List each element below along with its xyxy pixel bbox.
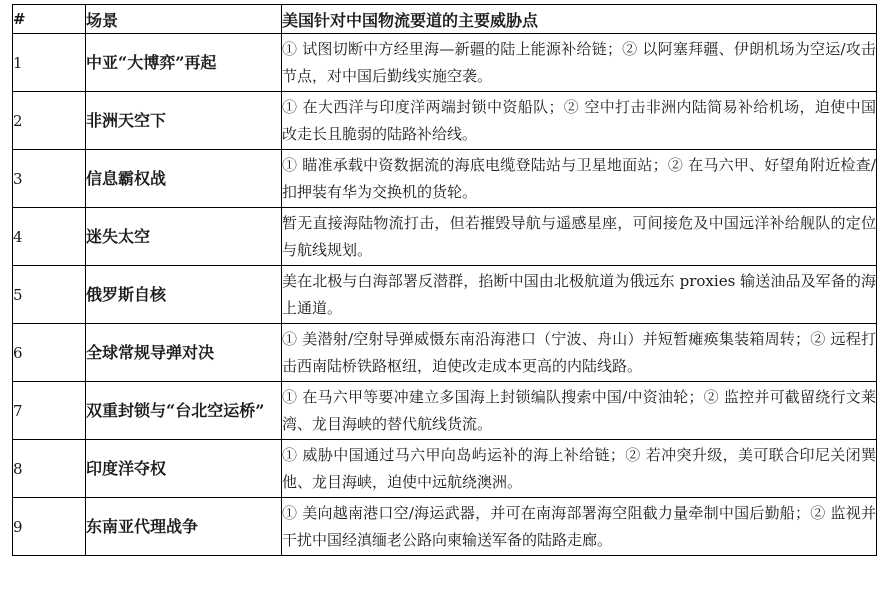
row-threat: 美在北极与白海部署反潜群，掐断中国由北极航道为俄远东 proxies 输送油品及军备的海上通道。 bbox=[282, 266, 877, 324]
row-scenario: 信息霸权战 bbox=[86, 150, 282, 208]
row-scenario: 迷失太空 bbox=[86, 208, 282, 266]
table-row bbox=[13, 92, 877, 150]
table-row bbox=[13, 150, 877, 208]
table-row bbox=[13, 208, 877, 266]
row-number: 1 bbox=[13, 34, 86, 92]
table-row bbox=[13, 382, 877, 440]
row-scenario: 非洲天空下 bbox=[86, 92, 282, 150]
row-scenario: 东南亚代理战争 bbox=[86, 498, 282, 556]
row-scenario: 双重封锁与“台北空运桥” bbox=[86, 382, 282, 440]
table-header-row bbox=[13, 5, 877, 34]
table-row bbox=[13, 440, 877, 498]
row-threat: ① 美潜射/空射导弹威慑东南沿海港口（宁波、舟山）并短暂瘫痪集装箱周转；② 远程打击西南陆桥铁路枢纽，迫使改走成本更高的内陆线路。 bbox=[282, 324, 877, 382]
row-number: 9 bbox=[13, 498, 86, 556]
row-threat: ① 在马六甲等要冲建立多国海上封锁编队搜索中国/中资油轮；② 监控并可截留绕行文莱湾、龙目海峡的替代航线货流。 bbox=[282, 382, 877, 440]
header-scenario: 场景 bbox=[86, 5, 282, 34]
row-threat: ① 美向越南港口空/海运武器，并可在南海部署海空阻截力量牵制中国后勤船；② 监视并干扰中国经滇缅老公路向柬输送军备的陆路走廊。 bbox=[282, 498, 877, 556]
row-number: 6 bbox=[13, 324, 86, 382]
table-row bbox=[13, 34, 877, 92]
row-threat: ① 在大西洋与印度洋两端封锁中资船队；② 空中打击非洲内陆简易补给机场，迫使中国改走长且脆弱的陆路补给线。 bbox=[282, 92, 877, 150]
row-number: 7 bbox=[13, 382, 86, 440]
row-number: 2 bbox=[13, 92, 86, 150]
header-threat: 美国针对中国物流要道的主要威胁点 bbox=[282, 5, 877, 34]
row-threat: ① 威胁中国通过马六甲向岛屿运补的海上补给链；② 若冲突升级，美可联合印尼关闭巽他、龙目海峡，迫使中远航绕澳洲。 bbox=[282, 440, 877, 498]
row-scenario: 印度洋夺权 bbox=[86, 440, 282, 498]
table-row bbox=[13, 324, 877, 382]
row-scenario: 中亚“大博弈”再起 bbox=[86, 34, 282, 92]
row-number: 3 bbox=[13, 150, 86, 208]
row-scenario: 全球常规导弹对决 bbox=[86, 324, 282, 382]
row-number: 4 bbox=[13, 208, 86, 266]
row-threat: ① 试图切断中方经里海—新疆的陆上能源补给链；② 以阿塞拜疆、伊朗机场为空运/攻击节点，对中国后勤线实施空袭。 bbox=[282, 34, 877, 92]
row-number: 5 bbox=[13, 266, 86, 324]
row-threat: ① 瞄准承载中资数据流的海底电缆登陆站与卫星地面站；② 在马六甲、好望角附近检查/扣押装有华为交换机的货轮。 bbox=[282, 150, 877, 208]
header-number: # bbox=[13, 5, 86, 34]
row-number: 8 bbox=[13, 440, 86, 498]
threat-table bbox=[12, 4, 877, 556]
row-scenario: 俄罗斯自核 bbox=[86, 266, 282, 324]
table-row bbox=[13, 498, 877, 556]
table-row bbox=[13, 266, 877, 324]
row-threat: 暂无直接海陆物流打击，但若摧毁导航与遥感星座，可间接危及中国远洋补给舰队的定位与航线规划。 bbox=[282, 208, 877, 266]
